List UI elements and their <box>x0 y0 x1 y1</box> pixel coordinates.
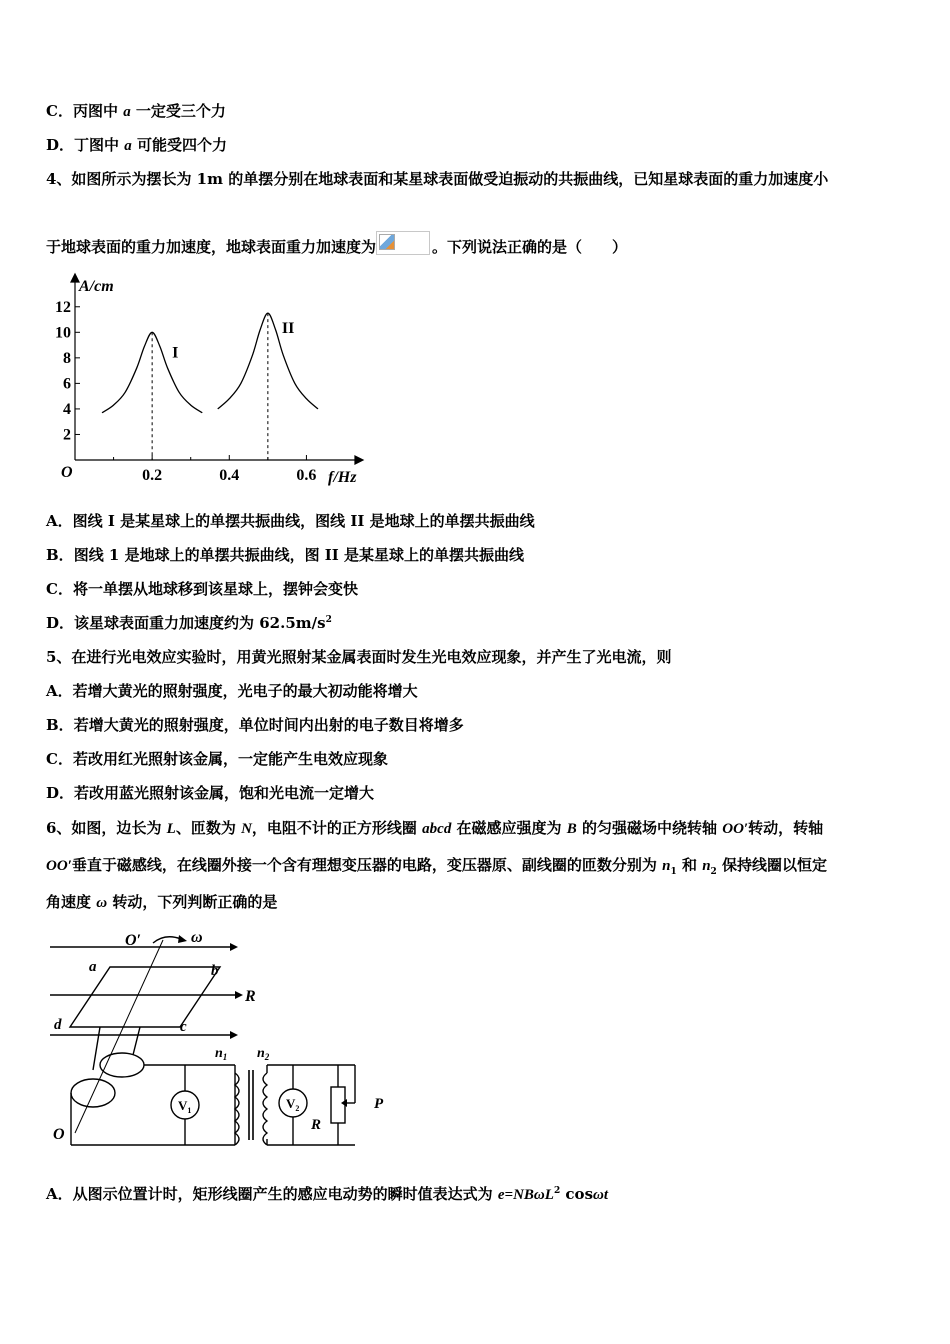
series-label-II: II <box>281 320 295 338</box>
x-tick-label: 0.2 <box>142 467 163 484</box>
option-letter: D． <box>46 784 75 802</box>
q4-stem-line2: 于地球表面的重力加速度，地球表面重力加速度为 。下列说法正确的是（ ） <box>46 231 627 257</box>
q4-option-a: A．图线 I 是某星球上的单摆共振曲线，图线 II 是地球上的单摆共振曲线 <box>46 512 535 530</box>
q3-option-d: D．丁图中 a 可能受四个力 <box>46 136 227 154</box>
label-o: O <box>53 1126 65 1143</box>
label-a: a <box>89 959 97 975</box>
origin-label: O <box>61 464 73 481</box>
option-letter: C． <box>46 750 73 768</box>
label-n2: $n_2$ <box>257 1046 270 1062</box>
y-axis-label: A/cm <box>79 278 114 295</box>
q3-option-c: C．丙图中 a 一定受三个力 <box>46 102 226 120</box>
label-omega: ω <box>191 929 203 946</box>
q5-option-c: C．若改用红光照射该金属，一定能产生电效应现象 <box>46 750 388 768</box>
y-tick-label: 10 <box>55 324 71 342</box>
option-letter: C． <box>46 580 73 598</box>
x-axis-arrow <box>355 456 363 464</box>
q5-option-a: A．若增大黄光的照射强度，光电子的最大初动能将增大 <box>46 682 418 700</box>
option-letter: A． <box>46 512 73 530</box>
label-n1: $n_1$ <box>215 1046 228 1062</box>
q4-stem-line1: 4、如图所示为摆长为 1m 的单摆分别在地球表面和某星球表面做受迫振动的共振曲线，已知星球表面的重力加速度小 <box>46 170 829 188</box>
label-r-field: R <box>245 988 256 1005</box>
x-axis-label: f/Hz <box>328 469 357 486</box>
q4-option-d: D．该星球表面重力加速度约为 $62.5m/s^2$ <box>46 614 332 632</box>
q5-option-b: B．若增大黄光的照射强度，单位时间内出射的电子数目将增多 <box>46 716 464 734</box>
q6-stem-line3: 角速度 ω 转动，下列判断正确的是 <box>46 893 278 911</box>
q6-stem-line2: OO′垂直于磁感线，在线圈外接一个含有理想变压器的电路，变压器原、副线圈的匝数分别为 $n_1$ 和 $n_2$ 保持线圈以恒定 <box>46 856 828 877</box>
q6-option-a: A．从图示位置计时，矩形线圈产生的感应电动势的瞬时值表达式为 e=NBωL$^2$ cosωt <box>46 1185 609 1203</box>
q5-stem: 5、在进行光电效应实验时，用黄光照射某金属表面时发生光电效应现象，并产生了光电流，则 <box>46 648 672 666</box>
x-tick-label: 0.4 <box>219 467 240 484</box>
option-letter: B． <box>46 546 74 564</box>
label-r: R <box>311 1117 322 1133</box>
label-b: b <box>211 963 219 979</box>
rheostat-icon <box>331 1087 345 1123</box>
q5-option-d: D．若改用蓝光照射该金属，饱和光电流一定增大 <box>46 784 375 802</box>
label-c: c <box>180 1019 187 1035</box>
rotation-arrow <box>153 937 181 943</box>
resonance-chart <box>45 270 375 495</box>
option-letter: D． <box>46 614 75 632</box>
option-letter: B． <box>46 716 74 734</box>
y-tick-label: 12 <box>55 298 71 316</box>
option-letter: D． <box>46 136 75 154</box>
broken-image-icon <box>376 231 430 255</box>
q4-option-b: B．图线 1 是地球上的单摆共振曲线，图 II 是某星球上的单摆共振曲线 <box>46 546 525 564</box>
y-tick-label: 8 <box>63 349 71 367</box>
label-d: d <box>54 1017 62 1033</box>
primary-winding <box>235 1073 239 1145</box>
option-letter: A． <box>46 682 73 700</box>
q4-option-c: C．将一单摆从地球移到该星球上，摆钟会变快 <box>46 580 358 598</box>
q6-stem-line1: 6、如图，边长为 L、匝数为 N，电阻不计的正方形线圈 abcd 在磁感应强度为 B 的匀强磁场中绕转轴 OO′转动，转轴 <box>46 819 824 837</box>
label-v2: $V_2$ <box>286 1096 300 1113</box>
option-letter: C． <box>46 102 73 120</box>
y-axis-arrow <box>71 274 79 282</box>
series-label-I: I <box>172 344 179 362</box>
y-tick-label: 4 <box>63 400 71 418</box>
square-coil <box>70 967 220 1027</box>
label-p: P <box>374 1096 384 1112</box>
y-tick-label: 2 <box>63 426 71 444</box>
y-tick-label: 6 <box>63 375 71 393</box>
option-letter: A． <box>46 1185 73 1203</box>
x-tick-label: 0.6 <box>296 467 317 484</box>
label-o-prime: O′ <box>125 932 142 949</box>
slip-ring-upper <box>100 1053 144 1077</box>
label-v1: $V_1$ <box>178 1098 192 1115</box>
secondary-winding <box>263 1073 267 1145</box>
coil-transformer-diagram <box>45 925 405 1155</box>
